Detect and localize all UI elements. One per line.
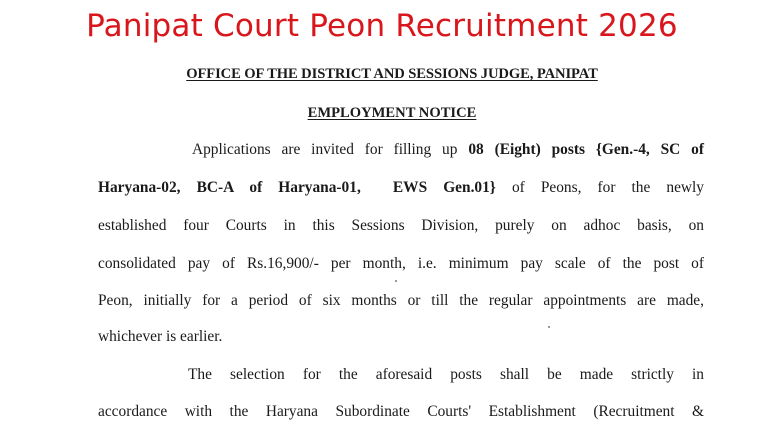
office-heading: OFFICE OF THE DISTRICT AND SESSIONS JUDGE, PANIPAT [186, 66, 598, 82]
paragraph-line: established four Courts in this Sessions Division, purely on adhoc basis, on [98, 217, 704, 234]
banner-title: Panipat Court Peon Recruitment 2026 [86, 8, 678, 44]
paragraph-line: accordance with the Haryana Subordinate Courts' Establishment (Recruitment & [98, 403, 704, 420]
notice-heading: EMPLOYMENT NOTICE [307, 105, 477, 121]
text-segment-bold: Haryana-02, BC-A of Haryana-01, EWS Gen.01} [98, 179, 496, 196]
scan-speck [395, 280, 397, 282]
text-segment: Applications are invited for filling up [192, 141, 469, 158]
paragraph-line: whichever is earlier. [98, 328, 223, 345]
paragraph-line [98, 178, 704, 198]
paragraph-line [192, 140, 704, 160]
text-segment-bold: 08 (Eight) posts {Gen.-4, SC of [468, 141, 704, 158]
paragraph-line: Peon, initially for a period of six months or till the regular appointments are made, [98, 292, 704, 309]
paragraph-line: consolidated pay of Rs.16,900/- per month, i.e. minimum pay scale of the post of [98, 255, 704, 272]
paragraph-line: The selection for the aforesaid posts shall be made strictly in [188, 366, 704, 383]
text-segment: of Peons, for the newly [495, 179, 704, 196]
scan-speck [548, 326, 550, 328]
